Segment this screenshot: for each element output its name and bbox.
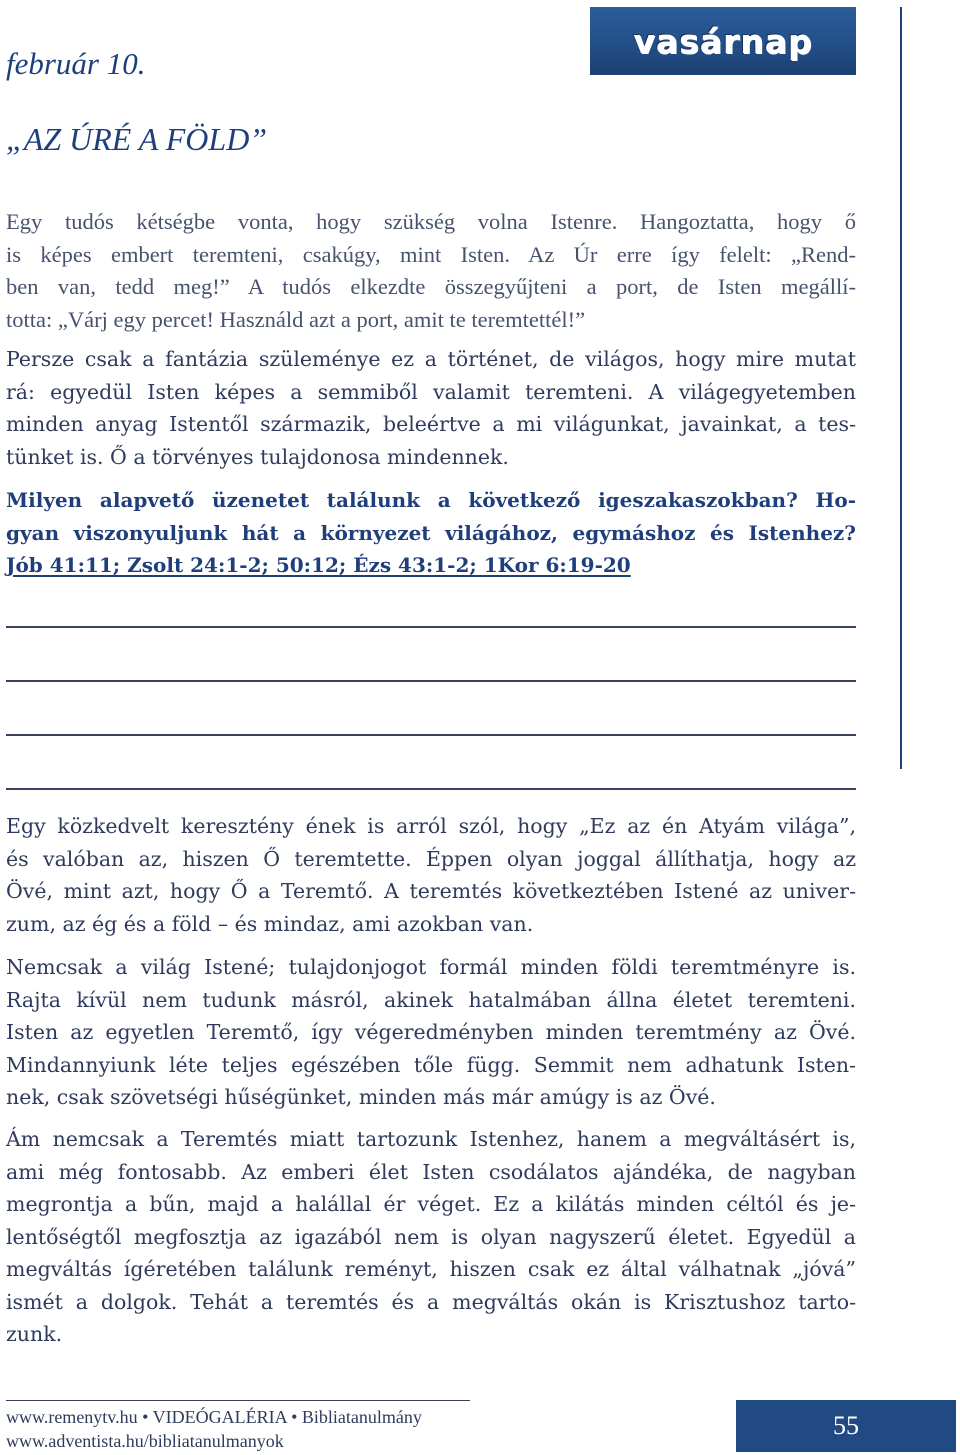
answer-line[interactable] [6, 734, 856, 736]
text-line: ami még fontosabb. Az emberi élet Isten csodálatos ajándéka, de nagyban [6, 1159, 856, 1184]
text-line: nek, csak szövetségi hűségünket, minden más már amúgy is az Övé. [6, 1085, 716, 1109]
text-line: Rajta kívül nem tudunk másról, akinek hatalmában állna életet teremteni. [6, 987, 856, 1012]
answer-line[interactable] [6, 626, 856, 628]
text-line: megrontja a bűn, majd a halállal ér véget. Ez a kilátás minden céltól és je- [6, 1192, 856, 1216]
reflection-paragraph [6, 343, 856, 473]
answer-line[interactable] [6, 680, 856, 682]
text-line: zum, az ég és a föld – és mindaz, ami azokban van. [6, 911, 534, 936]
text-line: Isten az egyetlen Teremtő, így végeredményben minden teremtmény az Övé. [6, 1020, 856, 1044]
text-line: lentőségtől megfosztja az igazából nem is olyan nagyszerű életet. Egyedül a [6, 1224, 856, 1249]
text-line: totta: „Várj egy percet! Használd azt a port, amit te teremtettél!” [6, 306, 586, 332]
footer-divider [6, 1400, 470, 1401]
lesson-title: „AZ ÚRÉ A FÖLD” [6, 121, 268, 157]
body-paragraph-2 [6, 951, 856, 1114]
text-line: Egy tudós kétségbe vonta, hogy szükség volna Istenre. Hangoztatta, hogy ő [6, 209, 856, 234]
text-line: Övé, mint azt, hogy Ő a Teremtő. A teremtés következtében Istené az univer- [6, 879, 856, 903]
text-line: és valóban az, hiszen Ő teremtette. Éppen olyan joggal állíthatja, hogy az [6, 846, 856, 871]
text-line: is képes embert teremteni, csakúgy, mint Isten. Az Úr erre így felelt: „Rend- [6, 241, 856, 267]
page-date: február 10. [6, 46, 146, 81]
footer-links-line[interactable]: www.remenytv.hu • VIDEÓGALÉRIA • Bibliatanulmány [6, 1407, 422, 1427]
weekday-banner [590, 7, 856, 75]
text-line: Mindannyiunk léte teljes egészében tőle függ. Semmit nem adhatunk Isten- [6, 1052, 856, 1077]
text-line: gyan viszonyuljunk hát a környezet világához, egymáshoz és Istenhez? [6, 520, 856, 545]
page-number-box [736, 1400, 956, 1452]
body-paragraph-1 [6, 810, 856, 940]
text-line: Egy közkedvelt keresztény ének is arról szól, hogy „Ez az én Atyám világa”, [6, 814, 856, 838]
bible-references: Jób 41:11; Zsolt 24:1-2; 50:12; Ézs 43:1-2; 1Kor 6:19-20 [6, 553, 631, 577]
text-line: Nemcsak a világ Istené; tulajdonjogot formál minden földi teremtményre is. [6, 955, 856, 979]
footer-url[interactable]: www.adventista.hu/bibliatanulmanyok [6, 1431, 284, 1451]
intro-story [6, 206, 856, 336]
answer-line[interactable] [6, 788, 856, 790]
text-line: tünket is. Ő a törvényes tulajdonosa mindennek. [6, 444, 509, 469]
text-line: Persze csak a fantázia szüleménye ez a történet, de világos, hogy mire mutat [6, 347, 856, 371]
body-paragraph-3 [6, 1123, 856, 1351]
text-line: ben van, tedd meg!” A tudós elkezdte összegyűjteni a port, de Isten megállí- [6, 274, 856, 299]
study-question [6, 484, 856, 582]
text-line: zunk. [6, 1322, 63, 1346]
weekday-label: vasárnap [633, 21, 813, 61]
page-number: 55 [833, 1411, 859, 1440]
text-line: ismét a dolgok. Tehát a teremtés és a megváltás okán is Krisztushoz tarto- [6, 1289, 856, 1314]
text-line: rá: egyedül Isten képes a semmiből valamit teremteni. A világegyetemben [6, 379, 856, 404]
text-line: Milyen alapvető üzenetet találunk a következő igeszakaszokban? Ho- [6, 488, 856, 512]
text-line: minden anyag Istentől származik, beleértve a mi világunkat, javainkat, a tes- [6, 412, 856, 436]
margin-rule [900, 7, 902, 769]
text-line: Ám nemcsak a Teremtés miatt tartozunk Istenhez, hanem a megváltásért is, [6, 1127, 856, 1151]
text-line: megváltás ígéretében találunk reményt, hiszen csak ez által válhatnak „jóvá” [6, 1257, 856, 1281]
